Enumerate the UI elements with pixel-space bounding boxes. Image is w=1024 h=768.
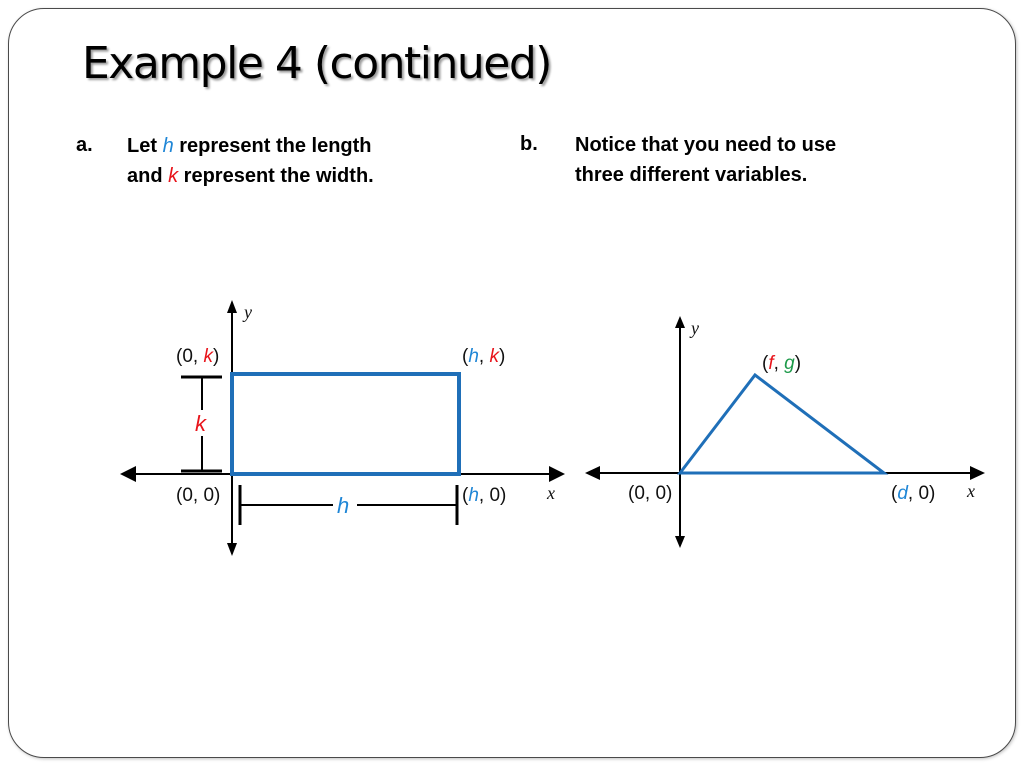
part-a-line-1-post: represent the length (173, 135, 372, 157)
point-hk-label: (h, k) (462, 346, 506, 367)
k-dimension-label: k (195, 411, 206, 436)
part-a-line-2-post: represent the width. (178, 165, 374, 187)
point-0k-label: (0, k) (176, 346, 220, 367)
variable-k: k (168, 165, 179, 187)
triangle-shape (680, 375, 884, 473)
h-dimension-label: h (337, 493, 350, 518)
y-axis-arrow-down (675, 536, 685, 548)
y-axis-label: y (244, 302, 252, 322)
part-b-line-2: three different variables. (575, 164, 808, 186)
part-b-label: b. (520, 133, 538, 155)
x-axis-label: x (967, 481, 975, 501)
part-a-line-1-pre: Let (127, 135, 163, 157)
point-d0-label: (d, 0) (891, 483, 936, 504)
slide-title: Example 4 (continued) (82, 38, 551, 89)
point-fg-label: (f, g) (762, 353, 802, 374)
part-a-label: a. (76, 134, 93, 156)
part-a-line-2-pre: and (127, 165, 169, 187)
variable-h: h (162, 135, 174, 157)
x-axis-label: x (547, 483, 555, 503)
part-b-line-1: Notice that you need to use (575, 134, 837, 156)
y-axis-label: y (691, 318, 699, 338)
point-h0-label: (h, 0) (462, 485, 507, 506)
point-origin-label: (0, 0) (628, 483, 673, 504)
point-origin-label: (0, 0) (176, 485, 221, 506)
y-axis-arrow-up (675, 316, 685, 328)
x-axis-arrow-right (970, 466, 985, 480)
x-axis-arrow-left (585, 466, 600, 480)
